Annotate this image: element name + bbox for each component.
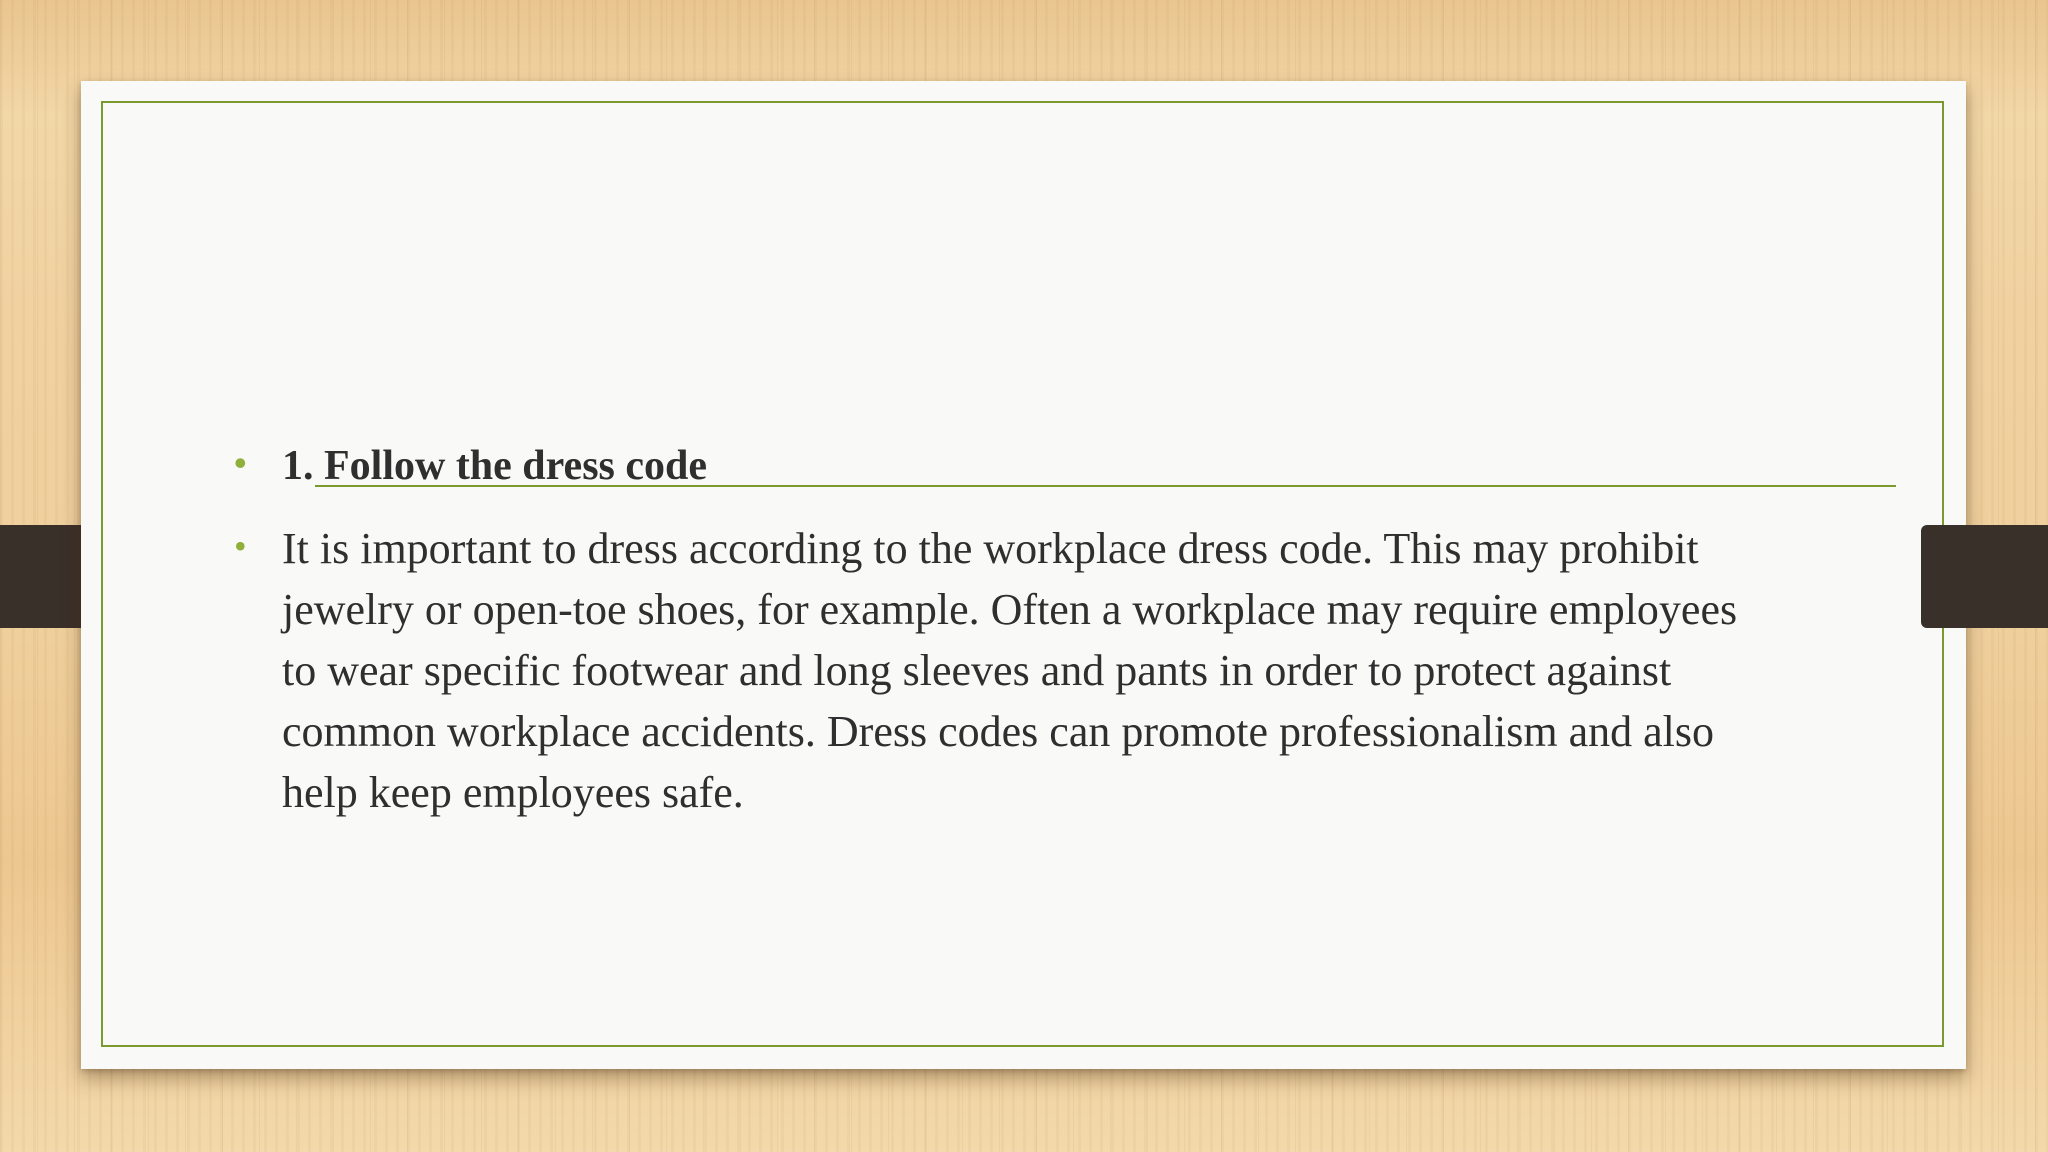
slide-content: [234, 435, 1774, 823]
bullet-heading-text: 1. Follow the dress code: [282, 443, 708, 489]
bullet-body-text: It is important to dress according to the workplace dress code. This may prohibit jewelry or open-toe shoes, for example. Often a workplace may require employees to wear specific footwear and long sleeves and pants in order to protect against common workplace accidents. Dress codes can promote professionalism and also help keep employees safe.: [282, 524, 1738, 817]
slide-card: [81, 81, 1966, 1069]
right-binder-strap: [1921, 525, 2048, 628]
bullet-dot-icon: •: [234, 526, 247, 566]
bullet-item-body: [234, 518, 1774, 823]
bullet-item-heading: [234, 435, 1774, 497]
bullet-dot-icon: •: [234, 443, 247, 483]
